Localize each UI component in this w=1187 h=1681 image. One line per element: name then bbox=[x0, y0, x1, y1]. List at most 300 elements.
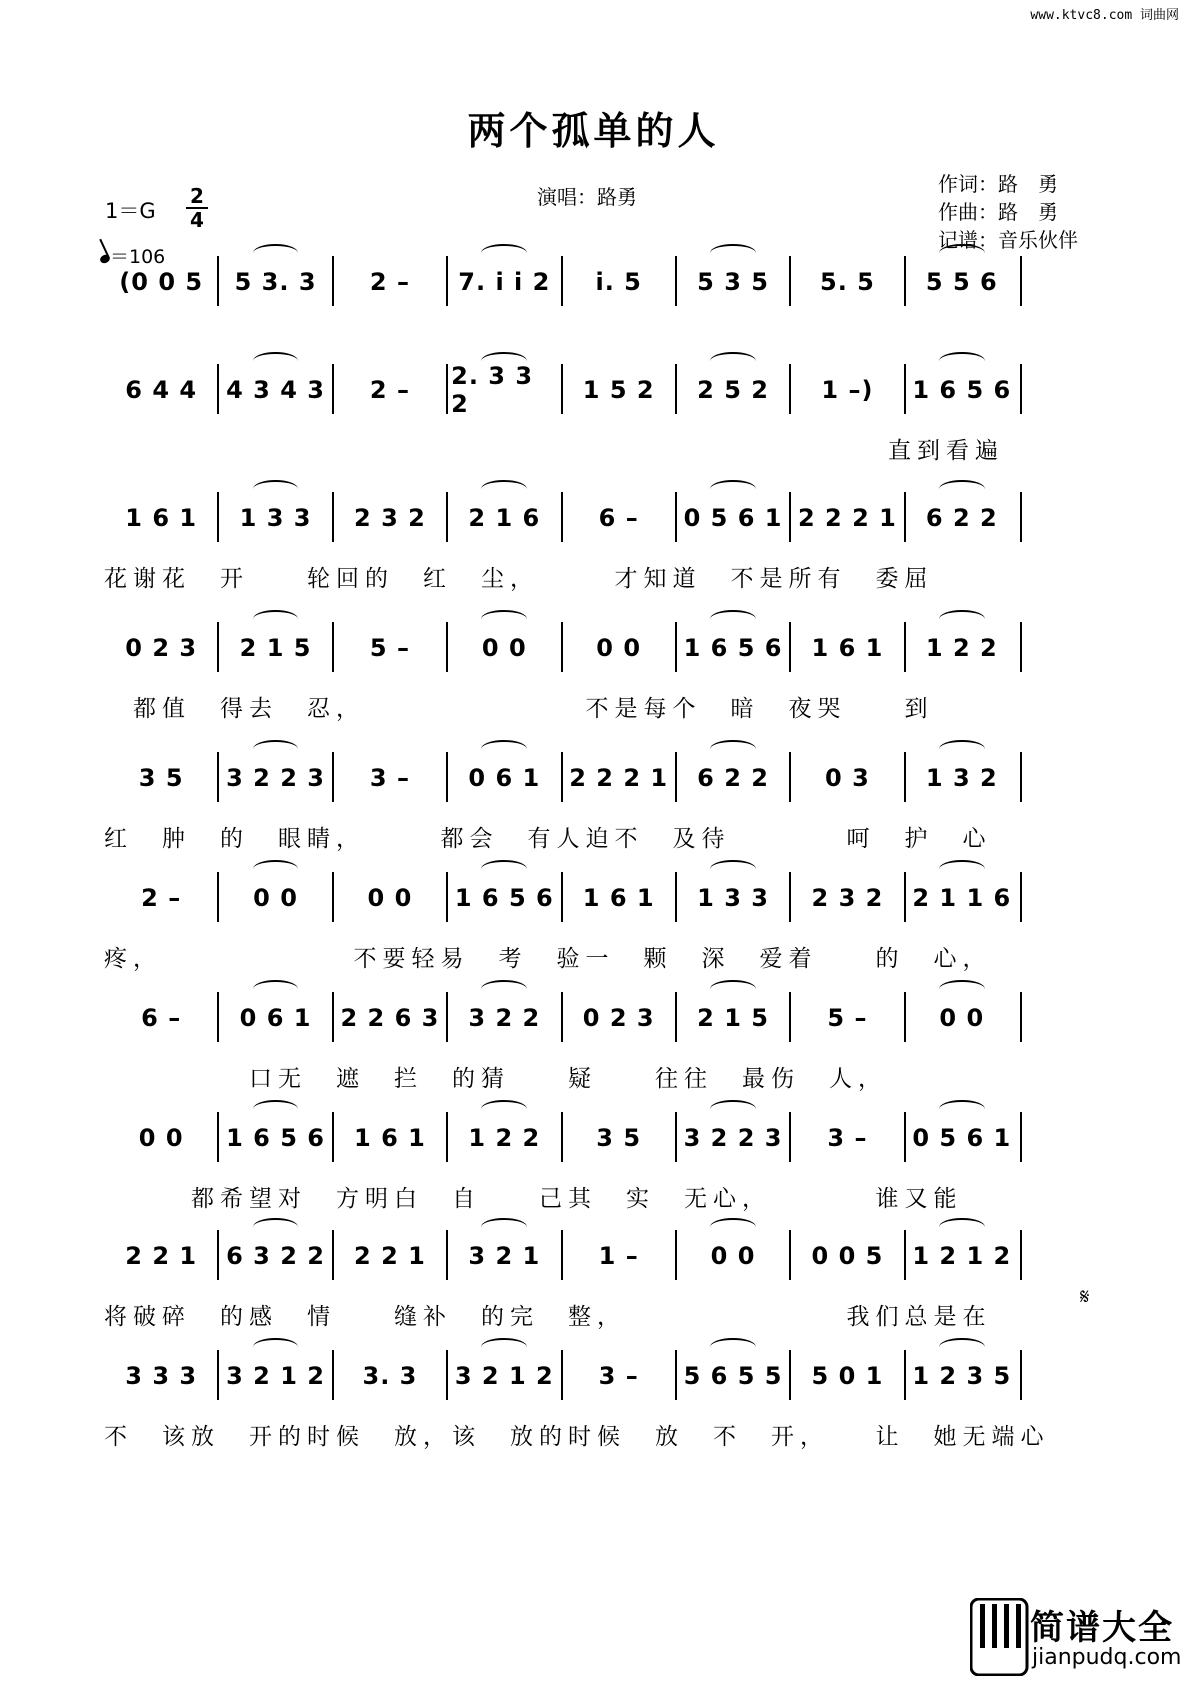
barline bbox=[675, 622, 677, 672]
measure bbox=[451, 262, 557, 302]
lyrics-line: 都值 得去 忍， 不是每个 暗 夜哭 到 bbox=[104, 696, 934, 722]
measure-notes: 1 –) bbox=[821, 376, 874, 404]
transcriber-credit: 记谱：音乐伙伴 bbox=[938, 228, 1078, 252]
measure-notes: (0 0 5 bbox=[119, 268, 204, 296]
measure bbox=[337, 998, 443, 1038]
measure-notes: 2 – bbox=[369, 268, 410, 296]
measure-notes: 0 0 bbox=[710, 1242, 756, 1270]
measure bbox=[794, 498, 900, 538]
lyrics-line: 都希望对 方明白 自 己其 实 无心， 谁又能 bbox=[104, 1186, 963, 1212]
barline bbox=[332, 1350, 334, 1400]
measure-notes: 3 2 2 3 bbox=[226, 764, 325, 792]
measure bbox=[680, 1356, 786, 1396]
tie-arc bbox=[710, 244, 756, 262]
barline bbox=[904, 1350, 906, 1400]
measure-notes: 1 2 3 5 bbox=[912, 1362, 1012, 1390]
barline bbox=[446, 492, 448, 542]
measure bbox=[566, 1118, 672, 1158]
measure bbox=[794, 1356, 900, 1396]
measure bbox=[680, 878, 786, 918]
measure-notes: 0 2 3 bbox=[125, 634, 198, 662]
barline bbox=[789, 1350, 791, 1400]
measure-notes: 1 3 3 bbox=[697, 884, 769, 912]
measure-notes: 1 5 2 bbox=[582, 376, 655, 404]
measure-notes: 4 3 4 3 bbox=[226, 376, 325, 404]
measure-notes: 0 6 1 bbox=[239, 1004, 312, 1032]
measure bbox=[909, 262, 1015, 302]
measure-notes: 2 5 2 bbox=[697, 376, 769, 404]
measure bbox=[108, 498, 214, 538]
barline bbox=[446, 364, 448, 414]
barline bbox=[561, 1230, 563, 1280]
measure bbox=[566, 878, 672, 918]
measure bbox=[566, 370, 672, 410]
measure-notes: 0 0 bbox=[481, 634, 527, 662]
tie-arc bbox=[710, 1100, 756, 1118]
measure-notes: 2 1 6 bbox=[468, 504, 541, 532]
tie-arc bbox=[939, 1100, 985, 1118]
measure-notes: 0 5 6 1 bbox=[912, 1124, 1012, 1152]
measure bbox=[222, 498, 328, 538]
barline bbox=[332, 872, 334, 922]
barline bbox=[332, 622, 334, 672]
measure-notes: 3. 3 bbox=[362, 1362, 418, 1390]
barline bbox=[675, 752, 677, 802]
tie-arc bbox=[253, 1100, 299, 1118]
measure-notes: 0 3 bbox=[825, 764, 870, 792]
measure bbox=[680, 498, 786, 538]
measure-notes: 0 0 5 bbox=[811, 1242, 884, 1270]
measure-notes: 6 – bbox=[598, 504, 639, 532]
measure-notes: 2 1 1 6 bbox=[912, 884, 1012, 912]
barline bbox=[446, 256, 448, 306]
measure bbox=[337, 1236, 443, 1276]
measure-notes: i. 5 bbox=[595, 268, 642, 296]
measure-notes: 3 5 bbox=[138, 764, 184, 792]
tie-arc bbox=[481, 1100, 527, 1118]
measure-notes: 1 3 3 bbox=[239, 504, 312, 532]
barline bbox=[217, 752, 219, 802]
measure bbox=[794, 1236, 900, 1276]
notes-row bbox=[104, 262, 1094, 302]
measure bbox=[337, 1118, 443, 1158]
measure bbox=[222, 1356, 328, 1396]
barline bbox=[332, 1112, 334, 1162]
barline bbox=[446, 622, 448, 672]
barline bbox=[217, 256, 219, 306]
measure bbox=[337, 498, 443, 538]
tie-arc bbox=[939, 980, 985, 998]
lyrics-line: 不 该放 开的时候 放，该 放的时候 放 不 开， 让 她无端心 bbox=[104, 1424, 1050, 1450]
measure-notes: 3 2 1 bbox=[468, 1242, 541, 1270]
measure bbox=[337, 628, 443, 668]
barline bbox=[675, 1230, 677, 1280]
tie-arc bbox=[253, 480, 299, 498]
tie-arc bbox=[939, 860, 985, 878]
measure-notes: 5 6 5 5 bbox=[683, 1362, 783, 1390]
measure bbox=[337, 878, 443, 918]
measure bbox=[337, 758, 443, 798]
measure-notes: 3 – bbox=[598, 1362, 639, 1390]
notes-row bbox=[104, 1236, 1094, 1276]
measure bbox=[566, 1236, 672, 1276]
barline bbox=[332, 992, 334, 1042]
measure bbox=[680, 1118, 786, 1158]
measure-notes: 0 0 bbox=[367, 884, 413, 912]
barline bbox=[789, 622, 791, 672]
notes-row bbox=[104, 878, 1094, 918]
barline bbox=[1020, 492, 1022, 542]
barline bbox=[561, 256, 563, 306]
barline bbox=[1020, 256, 1022, 306]
measure-notes: 5 5 6 bbox=[925, 268, 998, 296]
measure-notes: 0 6 1 bbox=[468, 764, 541, 792]
barline bbox=[561, 364, 563, 414]
tie-arc bbox=[253, 244, 299, 262]
measure-notes: 0 5 6 1 bbox=[683, 504, 783, 532]
measure bbox=[794, 262, 900, 302]
measure-notes: 7. i i 2 bbox=[458, 268, 551, 296]
measure-notes: 2 1 5 bbox=[239, 634, 312, 662]
barline bbox=[332, 492, 334, 542]
tempo-value: ＝106 bbox=[110, 246, 166, 268]
measure bbox=[451, 1356, 557, 1396]
measure-notes: 2 – bbox=[141, 884, 182, 912]
measure-notes: 1 6 1 bbox=[582, 884, 655, 912]
measure bbox=[680, 758, 786, 798]
barline bbox=[332, 256, 334, 306]
tie-arc bbox=[710, 610, 756, 628]
lyrics-line: 将破碎 的感 情 缝补 的完 整， 我们总是在 bbox=[104, 1304, 992, 1330]
measure bbox=[222, 370, 328, 410]
barline bbox=[561, 492, 563, 542]
measure bbox=[108, 1118, 214, 1158]
barline bbox=[904, 256, 906, 306]
barline bbox=[561, 872, 563, 922]
barline bbox=[675, 992, 677, 1042]
measure bbox=[108, 758, 214, 798]
measure-notes: 5 3 5 bbox=[697, 268, 769, 296]
barline bbox=[675, 872, 677, 922]
singer-credit: 演唱：路勇 bbox=[537, 185, 637, 209]
measure-notes: 1 2 2 bbox=[925, 634, 998, 662]
meter-top: 2 bbox=[190, 184, 204, 208]
measure-notes: 2 2 1 bbox=[125, 1242, 198, 1270]
tie-arc bbox=[481, 1338, 527, 1356]
measure-notes: 1 6 1 bbox=[354, 1124, 426, 1152]
barline bbox=[561, 992, 563, 1042]
measure bbox=[566, 262, 672, 302]
measure bbox=[108, 628, 214, 668]
measure bbox=[909, 1236, 1015, 1276]
measure bbox=[909, 498, 1015, 538]
tie-arc bbox=[481, 740, 527, 758]
measure bbox=[909, 370, 1015, 410]
tie-arc bbox=[253, 860, 299, 878]
measure bbox=[451, 362, 557, 418]
measure bbox=[451, 758, 557, 798]
barline bbox=[1020, 752, 1022, 802]
measure-notes: 2 2 6 3 bbox=[340, 1004, 440, 1032]
measure-notes: 3 2 2 bbox=[468, 1004, 541, 1032]
lyricist-credit: 作词：路 勇 bbox=[938, 172, 1058, 196]
barline bbox=[332, 1230, 334, 1280]
measure bbox=[222, 262, 328, 302]
notes-row bbox=[104, 628, 1094, 668]
measure bbox=[222, 878, 328, 918]
measure bbox=[451, 1236, 557, 1276]
barline bbox=[217, 1230, 219, 1280]
measure bbox=[794, 1118, 900, 1158]
measure bbox=[680, 262, 786, 302]
measure bbox=[909, 758, 1015, 798]
measure bbox=[451, 628, 557, 668]
time-signature bbox=[186, 186, 208, 230]
measure bbox=[222, 1118, 328, 1158]
measure bbox=[451, 878, 557, 918]
notes-row bbox=[104, 498, 1094, 538]
composer-credit: 作曲：路 勇 bbox=[938, 200, 1058, 224]
tie-arc bbox=[481, 1218, 527, 1236]
measure bbox=[566, 758, 672, 798]
barline bbox=[561, 752, 563, 802]
measure bbox=[909, 1118, 1015, 1158]
measure bbox=[108, 370, 214, 410]
barline bbox=[904, 992, 906, 1042]
measure-notes: 2 2 1 bbox=[354, 1242, 426, 1270]
barline bbox=[1020, 1230, 1022, 1280]
measure bbox=[794, 758, 900, 798]
segno-icon: 𝄋 bbox=[1080, 1285, 1090, 1310]
tie-arc bbox=[710, 352, 756, 370]
barline bbox=[789, 872, 791, 922]
barline bbox=[1020, 1112, 1022, 1162]
page-title: 两个孤单的人 bbox=[467, 109, 720, 153]
barline bbox=[217, 1350, 219, 1400]
lyrics-line: 直到看遍 bbox=[888, 438, 1004, 464]
barline bbox=[675, 492, 677, 542]
measure bbox=[909, 628, 1015, 668]
tie-arc bbox=[481, 860, 527, 878]
barline bbox=[446, 992, 448, 1042]
measure bbox=[337, 1356, 443, 1396]
credits-block bbox=[938, 170, 1078, 254]
measure-notes: 1 3 2 bbox=[925, 764, 998, 792]
measure-notes: 1 6 5 6 bbox=[683, 634, 783, 662]
barline bbox=[675, 1350, 677, 1400]
tie-arc bbox=[481, 352, 527, 370]
measure bbox=[680, 1236, 786, 1276]
measure bbox=[909, 998, 1015, 1038]
measure-notes: 2 2 2 1 bbox=[798, 504, 897, 532]
measure-notes: 1 6 5 6 bbox=[226, 1124, 325, 1152]
notes-row bbox=[104, 1356, 1094, 1396]
measure bbox=[108, 998, 214, 1038]
notes-row bbox=[104, 998, 1094, 1038]
measure-notes: 0 2 3 bbox=[582, 1004, 655, 1032]
barline bbox=[789, 492, 791, 542]
notes-row bbox=[104, 1118, 1094, 1158]
site-watermark: www.ktvc8.com 词曲网 bbox=[1030, 8, 1179, 23]
measure-notes: 1 – bbox=[598, 1242, 639, 1270]
measure-notes: 3 2 2 3 bbox=[683, 1124, 783, 1152]
measure bbox=[108, 878, 214, 918]
measure-notes: 0 0 bbox=[253, 884, 298, 912]
measure-notes: 2. 3 3 2 bbox=[451, 362, 534, 418]
measure-notes: 0 0 bbox=[939, 1004, 985, 1032]
measure-notes: 6 – bbox=[141, 1004, 182, 1032]
tie-arc bbox=[710, 740, 756, 758]
tie-arc bbox=[253, 1338, 299, 1356]
measure bbox=[566, 628, 672, 668]
barline bbox=[675, 256, 677, 306]
barline bbox=[446, 872, 448, 922]
measure bbox=[222, 758, 328, 798]
barline bbox=[904, 872, 906, 922]
tie-arc bbox=[939, 610, 985, 628]
barline bbox=[789, 364, 791, 414]
measure-notes: 3 2 1 2 bbox=[226, 1362, 325, 1390]
measure bbox=[566, 998, 672, 1038]
tie-arc bbox=[481, 480, 527, 498]
barline bbox=[789, 992, 791, 1042]
measure-notes: 5 – bbox=[827, 1004, 868, 1032]
measure bbox=[451, 1118, 557, 1158]
measure bbox=[794, 878, 900, 918]
barline bbox=[217, 1112, 219, 1162]
measure-notes: 2 – bbox=[369, 376, 410, 404]
tie-arc bbox=[253, 610, 299, 628]
notes-row bbox=[104, 362, 1094, 418]
barline bbox=[332, 752, 334, 802]
barline bbox=[561, 1350, 563, 1400]
barline bbox=[217, 492, 219, 542]
tie-arc bbox=[710, 860, 756, 878]
lyrics-line: 花谢花 开 轮回的 红 尘， 才知道 不是所有 委屈 bbox=[104, 566, 934, 592]
lyrics-line: 红 肿 的 眼睛， 都会 有人迫不 及待 呵 护 心 bbox=[104, 826, 992, 852]
barline bbox=[789, 1230, 791, 1280]
piano-logo-icon bbox=[970, 1598, 1030, 1676]
tie-arc bbox=[939, 1338, 985, 1356]
lyrics-line: 口无 遮 拦 的猜 疑 往往 最伤 人， bbox=[104, 1066, 887, 1092]
measure-notes: 1 2 2 bbox=[468, 1124, 541, 1152]
tie-arc bbox=[710, 1338, 756, 1356]
measure bbox=[566, 498, 672, 538]
barline bbox=[1020, 622, 1022, 672]
measure-notes: 6 2 2 bbox=[697, 764, 769, 792]
barline bbox=[1020, 872, 1022, 922]
barline bbox=[446, 752, 448, 802]
barline bbox=[904, 1112, 906, 1162]
barline bbox=[904, 1230, 906, 1280]
measure-notes: 2 2 2 1 bbox=[569, 764, 669, 792]
measure bbox=[222, 998, 328, 1038]
measure-notes: 1 6 5 6 bbox=[454, 884, 554, 912]
barline bbox=[446, 1350, 448, 1400]
tie-arc bbox=[710, 980, 756, 998]
measure-notes: 3 5 bbox=[596, 1124, 642, 1152]
tie-arc bbox=[253, 980, 299, 998]
measure-notes: 1 2 1 2 bbox=[912, 1242, 1012, 1270]
tie-arc bbox=[710, 1218, 756, 1236]
measure-notes: 5 – bbox=[369, 634, 410, 662]
barline bbox=[217, 364, 219, 414]
measure bbox=[451, 998, 557, 1038]
measure-notes: 1 6 1 bbox=[811, 634, 884, 662]
barline bbox=[789, 752, 791, 802]
measure-notes: 2 1 5 bbox=[697, 1004, 769, 1032]
barline bbox=[675, 1112, 677, 1162]
measure-notes: 2 3 2 bbox=[354, 504, 426, 532]
barline bbox=[446, 1112, 448, 1162]
tie-arc bbox=[253, 352, 299, 370]
barline bbox=[561, 622, 563, 672]
barline bbox=[217, 992, 219, 1042]
barline bbox=[217, 622, 219, 672]
measure bbox=[337, 370, 443, 410]
tie-arc bbox=[710, 480, 756, 498]
key-signature: 1＝G bbox=[105, 199, 156, 223]
measure bbox=[794, 370, 900, 410]
tie-arc bbox=[939, 352, 985, 370]
measure-notes: 6 2 2 bbox=[925, 504, 998, 532]
tie-arc bbox=[939, 480, 985, 498]
barline bbox=[1020, 364, 1022, 414]
measure-notes: 5. 5 bbox=[820, 268, 875, 296]
measure bbox=[909, 1356, 1015, 1396]
measure bbox=[108, 262, 214, 302]
tie-arc bbox=[253, 740, 299, 758]
barline bbox=[675, 364, 677, 414]
measure-notes: 3 – bbox=[827, 1124, 868, 1152]
measure-notes: 6 4 4 bbox=[125, 376, 198, 404]
measure bbox=[680, 998, 786, 1038]
measure-notes: 3 3 3 bbox=[125, 1362, 198, 1390]
measure-notes: 2 3 2 bbox=[811, 884, 884, 912]
barline bbox=[904, 752, 906, 802]
tie-arc bbox=[481, 980, 527, 998]
measure bbox=[222, 628, 328, 668]
tie-arc bbox=[481, 244, 527, 262]
measure bbox=[108, 1236, 214, 1276]
notes-row bbox=[104, 758, 1094, 798]
tie-arc bbox=[939, 740, 985, 758]
barline bbox=[904, 622, 906, 672]
tie-arc bbox=[481, 610, 527, 628]
measure bbox=[222, 1236, 328, 1276]
measure bbox=[909, 878, 1015, 918]
tie-arc bbox=[939, 244, 985, 262]
measure-notes: 0 0 bbox=[138, 1124, 184, 1152]
measure bbox=[794, 998, 900, 1038]
measure bbox=[337, 262, 443, 302]
measure-notes: 3 – bbox=[369, 764, 410, 792]
barline bbox=[789, 256, 791, 306]
measure-notes: 6 3 2 2 bbox=[226, 1242, 325, 1270]
barline bbox=[1020, 1350, 1022, 1400]
measure-notes: 5 3. 3 bbox=[234, 268, 317, 296]
barline bbox=[789, 1112, 791, 1162]
measure-notes: 0 0 bbox=[596, 634, 642, 662]
measure bbox=[680, 370, 786, 410]
measure bbox=[451, 498, 557, 538]
lyrics-line: 疼， 不要轻易 考 验一 颗 深 爱着 的 心， bbox=[104, 946, 992, 972]
measure-notes: 5 0 1 bbox=[811, 1362, 884, 1390]
tie-arc bbox=[939, 1218, 985, 1236]
measure bbox=[566, 1356, 672, 1396]
measure-notes: 1 6 1 bbox=[125, 504, 198, 532]
measure bbox=[794, 628, 900, 668]
